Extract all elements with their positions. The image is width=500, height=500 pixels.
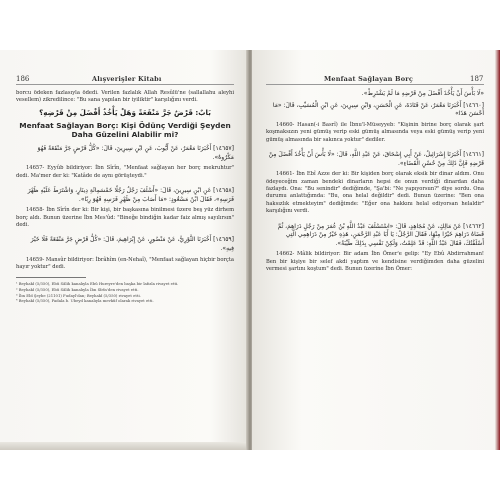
footnote-rule [16, 277, 86, 278]
book-spread [0, 50, 500, 450]
book-cover-edge [495, 50, 500, 450]
arabic-hadith: [١٤٦٥٩] أَخْبَرَنَا الثَّوْرِيُّ، عَنْ مَنْصُورٍ، عَنْ إِبْرَاهِيمَ، قَالَ: «كُلُّ قَرْضٍ جَرَّ مَنْفَعَةً فَلَا خَيْرَ فِيهِ». [30, 236, 234, 252]
right-page [252, 50, 500, 450]
page-shadow [0, 442, 248, 450]
footnote: ² Beyhakî (5/350), Ebû Sâlih kanalıyla İbn Sîrîn'den rivayet etti. [16, 287, 139, 292]
paragraph: 14660- Hasan(-i Basrî) ile İbnu'l-Müseyyeb: "Kişinin birine borç olarak şart koşmaksızın yeni gümüş verip eski gümüş almasında veya eski gümüş verip yeni gümüş almasında bir sakınca yoktur" dediler. [266, 121, 484, 143]
footnote: ³ İbn Ebî Şeybe (21101) Fudayl'dan; Beyhakî (5/350) rivayet etti. [16, 292, 141, 298]
arabic-hadith: [١٤٦٥٧] أَخْبَرَنَا مَعْمَرٌ، عَنْ أَيُّوبَ، عَنِ ابْنِ سِيرِينَ، قَالَ: «كُلُّ قَرْضٍ جَرَّ مَنْفَعَةً فَهُوَ مَكْرُوهٌ». [37, 145, 234, 161]
footnote: ⁴ Beyhakî (5/350), Fadala b. Ubeyd kanalıyla mevkûf olarak rivayet etti. [16, 298, 154, 304]
text-column [16, 90, 234, 304]
arabic-hadith: [١٤٦٦٠] أَخْبَرَنَا مَعْمَرٌ، عَنْ قَتَادَةَ، عَنِ الْحَسَنِ، وَابْنِ سِيرِينَ، عَنِ ابْنِ الْمُسَيِّبِ، قَالَ: «مَا أَحْسَنَ هَذَا» [272, 101, 484, 118]
paragraph: 14662- Mâlik bildiriyor: Bir adam İbn Ömer'e gelip: "Ey Ebû Abdirrahman! Ben bir kişiye bir selef akdi yaptım ve kendisine verdiğimden daha güzelini vermesi şartını koştum" dedi. Bunun üzerine İbn Ömer: [266, 251, 484, 273]
arabic-hadith: «لَا بَأْسَ أَنْ يَأْخُذَ أَفْضَلَ مِنْ قَرْضِهِ مَا لَمْ يَشْتَرِطْ». [361, 90, 484, 97]
page-number: 186 [16, 75, 30, 83]
arabic-hadith: [١٤٦٥٨] عَنِ ابْنِ سِيرِينَ، قَالَ: «أَسْلَفَ رَجُلٌ رَجُلًا خَمْسَمِائَةِ دِينَارٍ، وَاشْتَرَطَ عَلَيْهِ ظَهْرَ فَرَسِهِ»، فَقَالَ ابْنُ مَسْعُودٍ: «مَا أَصَابَ مِنْ ظَهْرِ فَرَسِهِ فَهُوَ رِبًا». [27, 187, 234, 203]
paragraph: 14659- Mansûr bildiriyor: İbrâhîm (en-Nehaî), "Menfaat sağlayan hiçbir borçta hayır yoktur" dedi. [16, 256, 234, 270]
text-column [266, 90, 484, 277]
arabic-chapter-title: بَابٌ: قَرْضٌ جَرَّ مَنْفَعَةً وَهَلْ يَأْخُذُ أَفْضَلَ مِنْ قَرْضِهِ؟ [39, 107, 211, 117]
paragraph: 14657- Eyyûb bildiriyor: İbn Sîrîn, "Menfaat sağlayan her borç mekruhtur" dedi. Ma'mer der ki: "Katâde de aynı görüşteydi." [16, 165, 234, 179]
page-number: 187 [470, 75, 484, 83]
footnote: ¹ Beyhakî (5/350), Ebû Sâlih kanalıyla Ebû Hureyre'den başka bir lafızla rivayet etti. [16, 281, 179, 287]
header-rule [16, 84, 234, 85]
chapter-heading: Menfaat Sağlayan Borç: Kişi Ödünç Verdiği Şeyden Daha Güzelini Alabilir mi? [19, 120, 231, 140]
header-rule [266, 84, 484, 85]
paragraph: 14658- İbn Sîrîn der ki: Bir kişi, bir başkasına binilmesi üzere beş yüz dirhem borç aldı. Bunun üzerine İbn Mes'ûd: "Bineğe bindiğin kadar faiz almış sayılırsın" dedi. [16, 207, 234, 228]
left-page [0, 50, 248, 450]
arabic-hadith: [١٤٦٦١] أَخْبَرَنَا إِسْرَائِيلُ، عَنْ أَبِي إِسْحَاقَ، عَنْ عَبْدِ اللَّهِ، قَالَ: «لَا بَأْسَ أَنْ يَأْخُذَ أَفْضَلَ مِنْ قَرْضِهِ فَإِنَّ ذَلِكَ مِنْ حُسْنِ الْقَضَاءِ». [268, 151, 484, 167]
running-head: Alışverişler Kitabı [92, 75, 162, 83]
arabic-hadith: [١٤٦٦٢] عَنْ مَالِكٍ، عَنْ مُجَاهِدٍ، قَالَ: «اسْتَسْلَفَ عَبْدُ اللَّهِ بْنُ عُمَرَ مِنْ رَجُلٍ دَرَاهِمَ، ثُمَّ قَضَاهُ دَرَاهِمَ خَيْرًا مِنْهَا، فَقَالَ الرَّجُلُ: يَا أَبَا عَبْدِ الرَّحْمَنِ، هَذِهِ خَيْرٌ مِنْ دَرَاهِمِي الَّتِي أَسْلَفْتُكَ، فَقَالَ عَبْدُ اللَّهِ: قَدْ عَلِمْتُ، وَلَكِنْ نَفْسِي بِذَلِكَ طَيِّبَةٌ». [277, 222, 484, 247]
paragraph: borcu ödeken fazlasıyla ödedi. Verilen fazlalık Allah Resûlü'ne (sallallahu aleyhi vesellem) zikredilince: "Bu sana yapılan bir iyiliktir" karşılığını verdi. [16, 90, 234, 104]
paragraph: 14661- İbn Ebî Azze der ki: Bir kişiden borç olarak eksik bir dinar aldım. Onu ödeyeceğim zaman bendeki dinarların hepsi de onun verdiği dinardan daha fazlaydı. Ona: "Bu senindir" dediğimde, "Şa'bi: "Ne yapıyorsun?" diye sordu. Ona durumu anlattığımda: "Bu, ona helal değildir" dedi. Bunun üzerine: "Ben ona haksızlık etmekteyim" dediğimde: "Eğer ona hakkını helal ediyorsan helaldir" karşılığını verdi. [266, 171, 484, 215]
running-head: Menfaat Sağlayan Borç [324, 75, 414, 83]
